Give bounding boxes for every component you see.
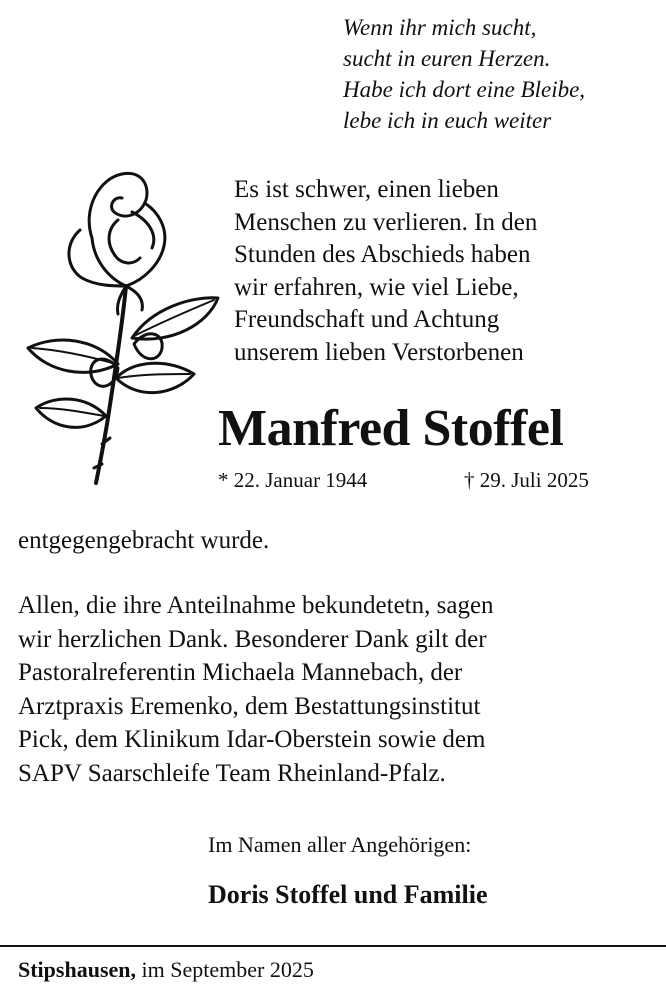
death-date: † 29. Juli 2025 (464, 468, 589, 492)
poem-line: sucht in euren Herzen. (343, 46, 551, 71)
footer-place: Stipshausen, (18, 957, 137, 982)
intro-line: Freundschaft und Achtung (234, 306, 500, 333)
life-dates (218, 466, 628, 494)
thanks-line: wir herzlichen Dank. Besonderer Dank gilt der (18, 625, 487, 653)
rose-icon (22, 168, 222, 488)
signature-intro: Im Namen aller Angehörigen: (208, 832, 472, 857)
poem-line: Habe ich dort eine Bleibe, (343, 77, 586, 102)
signature-family: Doris Stoffel und Familie (208, 880, 488, 909)
poem-line: Wenn ihr mich sucht, (343, 15, 537, 40)
thanks-line: Pick, dem Klinikum Idar-Oberstein sowie dem (18, 726, 486, 753)
birth-date: * 22. Januar 1944 (218, 468, 368, 492)
thanks-line: Pastoralreferentin Michaela Mannebach, der (18, 659, 463, 686)
thanks-line: SAPV Saarschleife Team Rheinland-Pfalz. (18, 759, 446, 787)
footer-divider (0, 945, 666, 947)
thanks-line: Allen, die ihre Anteilnahme bekundetetn, sagen (18, 592, 494, 619)
thanks-line: Arztpraxis Eremenko, dem Bestattungsinstitut (18, 692, 481, 720)
intro-line: Stunden des Abschieds haben (234, 241, 531, 268)
footer (18, 955, 658, 985)
intro-line: wir erfahren, wie viel Liebe, (234, 273, 519, 301)
intro-line: Menschen zu verlieren. In den (234, 208, 538, 236)
intro-continuation: entgegengebracht wurde. (18, 527, 270, 554)
intro-line: Es ist schwer, einen lieben (234, 176, 499, 203)
poem (343, 12, 653, 136)
deceased-name: Manfred Stoffel (218, 400, 564, 457)
footer-date: im September 2025 (136, 957, 314, 982)
intro-text (234, 174, 654, 369)
thanks-text (18, 589, 658, 790)
poem-line: lebe ich in euch weiter (343, 108, 552, 133)
intro-line: unserem lieben Verstorbenen (234, 338, 524, 366)
